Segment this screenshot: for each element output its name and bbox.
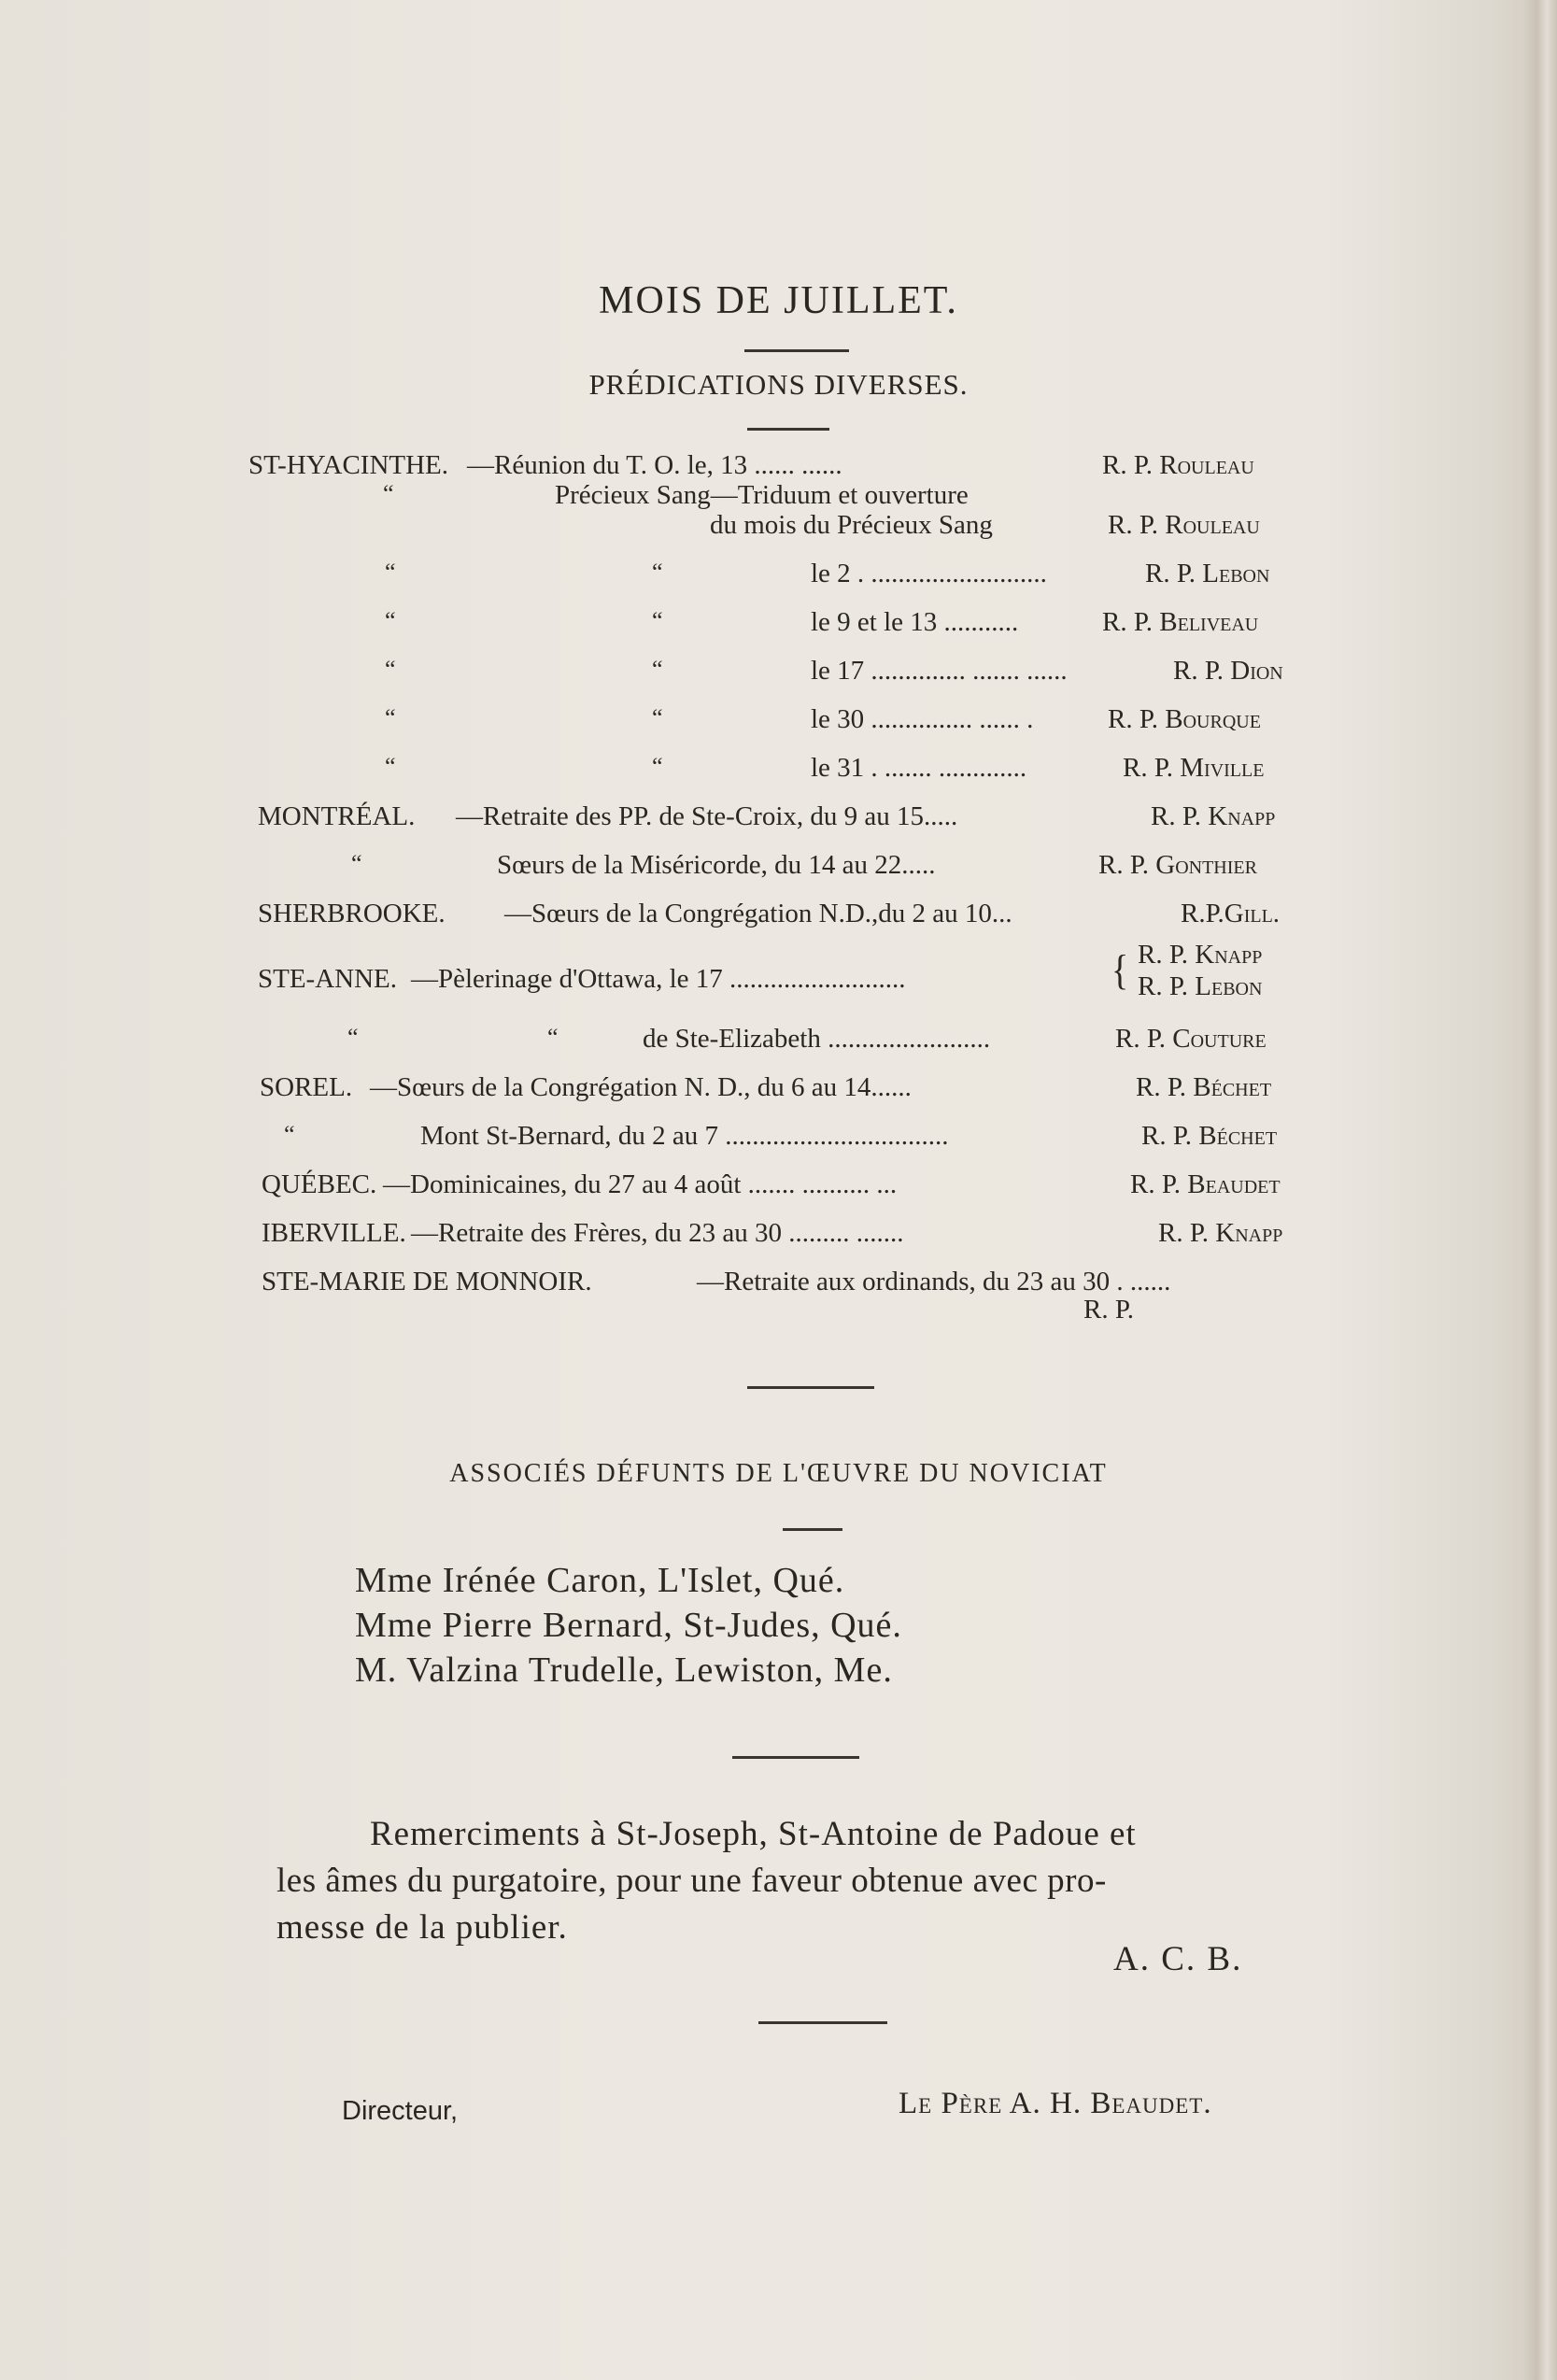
entry-row: [0, 656, 1557, 704]
ditto-mark: “: [652, 559, 663, 586]
entry-row: [0, 510, 1557, 559]
ditto-mark: “: [385, 704, 396, 731]
thanks-signature: A. C. B.: [1113, 1940, 1243, 1978]
entry-place: MONTRÉAL.: [258, 801, 416, 831]
section-rule: [747, 428, 829, 431]
entry-row: [0, 1072, 1557, 1121]
entry-preacher: R. P. Beliveau: [1102, 607, 1259, 637]
entry-preacher: R. P. Béchet: [1136, 1072, 1272, 1102]
associates-rule: [783, 1528, 842, 1531]
ditto-mark: “: [385, 753, 396, 780]
ditto-mark: “: [385, 559, 396, 586]
separator-rule: [758, 2021, 887, 2024]
entry-desc: Sœurs de la Miséricorde, du 14 au 22.....: [497, 850, 936, 880]
entry-desc: de Ste-Elizabeth ........................: [643, 1024, 991, 1054]
entry-preacher: R. P.: [1083, 1295, 1135, 1325]
thanks-line: messe de la publier.: [276, 1908, 568, 1947]
entry-desc: Précieux Sang—Triduum et ouverture: [555, 480, 969, 510]
entry-place: STE-MARIE DE MONNOIR.: [262, 1267, 592, 1296]
entry-preacher: R. P. Gonthier: [1098, 850, 1257, 880]
ditto-mark: “: [385, 656, 396, 683]
entry-preacher: R. P. Couture: [1115, 1024, 1267, 1054]
ditto-mark: “: [284, 1121, 295, 1148]
footer-director-label: Directeur,: [342, 2096, 459, 2126]
entry-preacher: R. P. Dion: [1173, 656, 1283, 686]
ditto-mark: “: [652, 753, 663, 780]
title-rule: [744, 349, 849, 352]
entry-row: [0, 607, 1557, 656]
page-title: MOIS DE JUILLET.: [599, 279, 958, 322]
entry-desc: —Sœurs de la Congrégation N.D.,du 2 au 10...: [504, 899, 1012, 928]
entry-place: IBERVILLE.: [262, 1218, 406, 1248]
entry-preacher: R. P. Knapp: [1158, 1218, 1283, 1248]
entry-row: [0, 1169, 1557, 1218]
entry-desc: le 17 .............. ....... ......: [811, 656, 1068, 686]
entry-row: [0, 1267, 1557, 1315]
ditto-mark: “: [652, 704, 663, 731]
entry-desc: —Retraite des PP. de Ste-Croix, du 9 au 15.....: [456, 801, 958, 831]
entry-desc: Mont St-Bernard, du 2 au 7 .................................: [420, 1121, 949, 1151]
ditto-mark: “: [383, 480, 394, 507]
thanks-line: Remerciments à St-Joseph, St-Antoine de Padoue et: [370, 1815, 1137, 1853]
associates-title: ASSOCIÉS DÉFUNTS DE L'ŒUVRE DU NOVICIAT: [449, 1459, 1108, 1488]
entry-preacher: R.P.Gill.: [1181, 899, 1281, 928]
ditto-mark: “: [547, 1024, 559, 1051]
entry-desc: —Retraite des Frères, du 23 au 30 ......... .......: [411, 1218, 904, 1248]
entry-desc: —Pèlerinage d'Ottawa, le 17 ..........................: [411, 964, 906, 994]
entry-row: [0, 1024, 1557, 1072]
separator-rule: [747, 1386, 874, 1389]
entry-desc: le 9 et le 13 ...........: [811, 607, 1019, 637]
ditto-mark: “: [347, 1024, 359, 1051]
ditto-mark: “: [652, 656, 663, 683]
entry-desc: le 30 ............... ...... .: [811, 704, 1034, 734]
thanks-line: les âmes du purgatoire, pour une faveur obtenue avec pro-: [276, 1862, 1107, 1900]
associate-name: Mme Irénée Caron, L'Islet, Qué.: [355, 1561, 845, 1600]
entry-preacher: R. P. Rouleau: [1108, 510, 1260, 540]
entry-row: [0, 801, 1557, 850]
associate-name: Mme Pierre Bernard, St-Judes, Qué.: [355, 1606, 902, 1645]
entry-preacher: R. P. Knapp: [1138, 940, 1263, 970]
section-title: PRÉDICATIONS DIVERSES.: [588, 368, 969, 401]
entry-desc: le 31 . ....... .............: [811, 753, 1027, 783]
entry-desc: —Sœurs de la Congrégation N. D., du 6 au 14......: [370, 1072, 912, 1102]
entry-place: SOREL.: [260, 1072, 353, 1102]
entry-row: [0, 704, 1557, 753]
separator-rule: [732, 1756, 859, 1759]
entry-desc: —Dominicaines, du 27 au 4 août ....... .......... ...: [383, 1169, 898, 1199]
associate-name: M. Valzina Trudelle, Lewiston, Me.: [355, 1650, 893, 1690]
entry-desc: —Réunion du T. O. le, 13 ...... ......: [467, 450, 842, 480]
entry-preacher: R. P. Knapp: [1151, 801, 1276, 831]
entry-preacher: R. P. Rouleau: [1102, 450, 1254, 480]
entry-place: QUÉBEC.: [262, 1169, 377, 1199]
entry-preacher: R. P. Miville: [1123, 753, 1265, 783]
entry-preacher: R. P. Béchet: [1141, 1121, 1278, 1151]
ditto-mark: “: [351, 850, 362, 877]
entry-row: [0, 753, 1557, 801]
entry-place: ST-HYACINTHE.: [248, 450, 449, 480]
entry-preacher: R. P. Bourque: [1108, 704, 1261, 734]
entry-desc: —Retraite aux ordinands, du 23 au 30 . ......: [697, 1267, 1171, 1296]
entry-row: [0, 1121, 1557, 1169]
entry-row: [0, 850, 1557, 899]
brace-mark: {: [1111, 946, 1129, 995]
entry-preacher: R. P. Lebon: [1138, 971, 1263, 1001]
entry-place: SHERBROOKE.: [258, 899, 446, 928]
entry-row: [0, 559, 1557, 607]
entry-place: STE-ANNE.: [258, 964, 398, 994]
ditto-mark: “: [385, 607, 396, 634]
entry-preacher: R. P. Beaudet: [1130, 1169, 1281, 1199]
ditto-mark: “: [652, 607, 663, 634]
entry-desc: le 2 . ..........................: [811, 559, 1047, 588]
entry-row: [0, 964, 1557, 1013]
entry-row: [0, 899, 1557, 947]
footer-signature: Le Père A. H. Beaudet.: [899, 2087, 1212, 2120]
entry-desc: du mois du Précieux Sang: [710, 510, 993, 540]
entry-row: [0, 1218, 1557, 1267]
entry-preacher: R. P. Lebon: [1145, 559, 1270, 588]
